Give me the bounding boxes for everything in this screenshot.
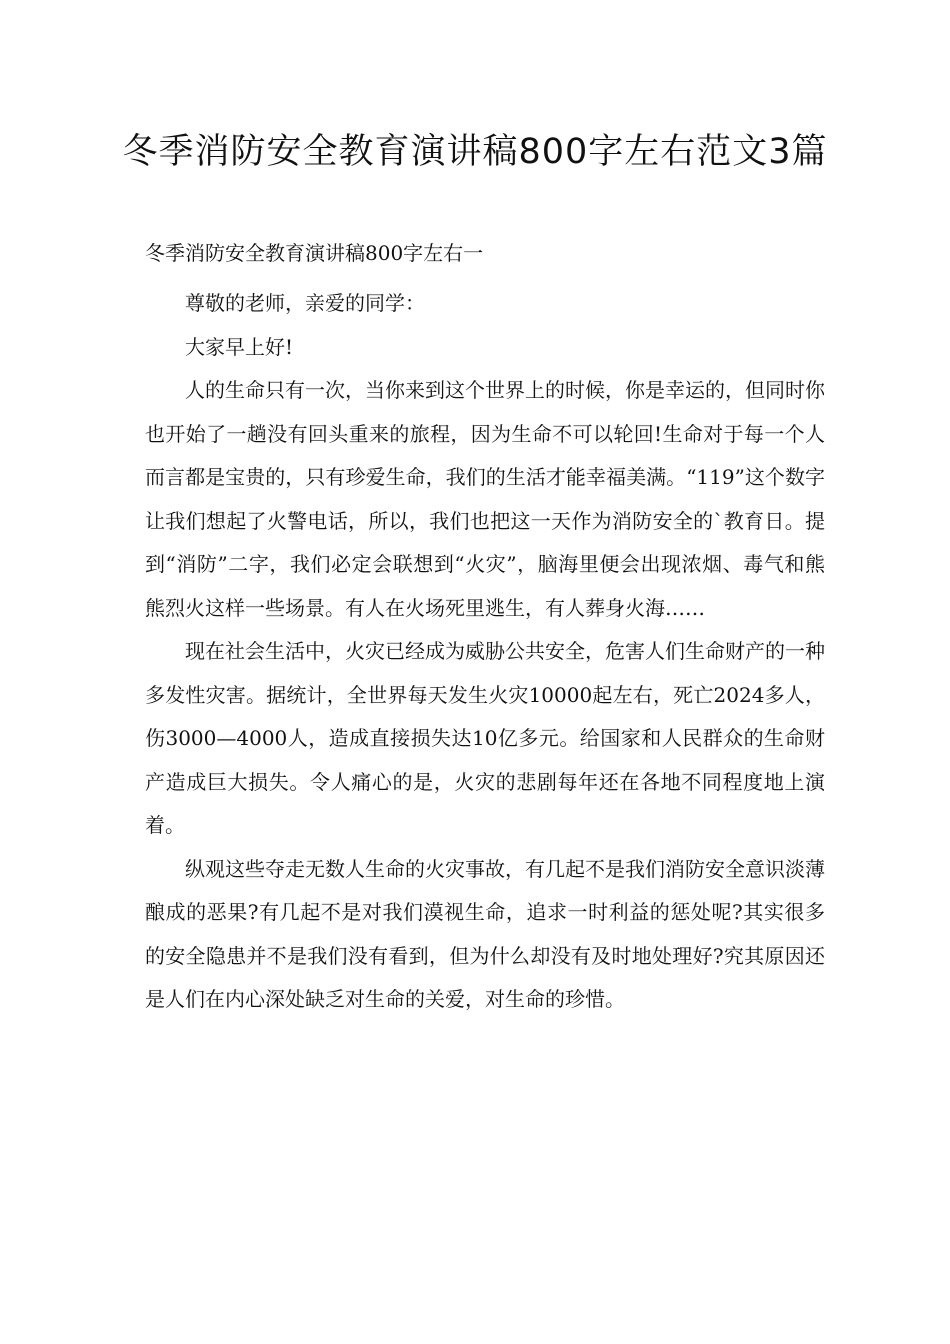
salutation-paragraph: 尊敬的老师，亲爱的同学： bbox=[185, 291, 425, 315]
document-title: 冬季消防安全教育演讲稿800字左右范文3篇 bbox=[122, 132, 828, 172]
greeting-paragraph: 大家早上好! bbox=[185, 334, 294, 359]
body-paragraph: 纵观这些夺走无数人生命的火灾事故，有几起不是我们消防安全意识淡薄酿成的恶果?有几起不是对我们漠视生命，追求一时利益的惩处呢?其实很多的安全隐患并不是我们没有看到，但为什么却没有及时地处理好?究其原因还是人们在内心深处缺乏对生命的关爱，对生命的珍惜。 bbox=[145, 856, 825, 1011]
section-heading: 冬季消防安全教育演讲稿800字左右一 bbox=[145, 241, 484, 265]
body-paragraph: 人的生命只有一次，当你来到这个世界上的时候，你是幸运的，但同时你也开始了一趟没有回头重来的旅程，因为生命不可以轮回!生命对于每一个人而言都是宝贵的，只有珍爱生命，我们的生活才能幸福美满。“119”这个数字让我们想起了火警电话，所以，我们也把这一天作为消防安全的`教育日。提到“消防”二字，我们必定会联想到“火灾”，脑海里便会出现浓烟、毒气和熊熊烈火这样一些场景。有人在火场死里逃生，有人葬身火海…… bbox=[145, 378, 825, 620]
body-paragraph: 现在社会生活中，火灾已经成为威胁公共安全，危害人们生命财产的一种多发性灾害。据统计，全世界每天发生火灾10000起左右，死亡2024多人，伤3000—4000人，造成直接损失达10亿多元。给国家和人民群众的生命财产造成巨大损失。令人痛心的是，火灾的悲剧每年还在各地不同程度地上演着。 bbox=[145, 639, 825, 837]
document-body bbox=[145, 282, 825, 1022]
